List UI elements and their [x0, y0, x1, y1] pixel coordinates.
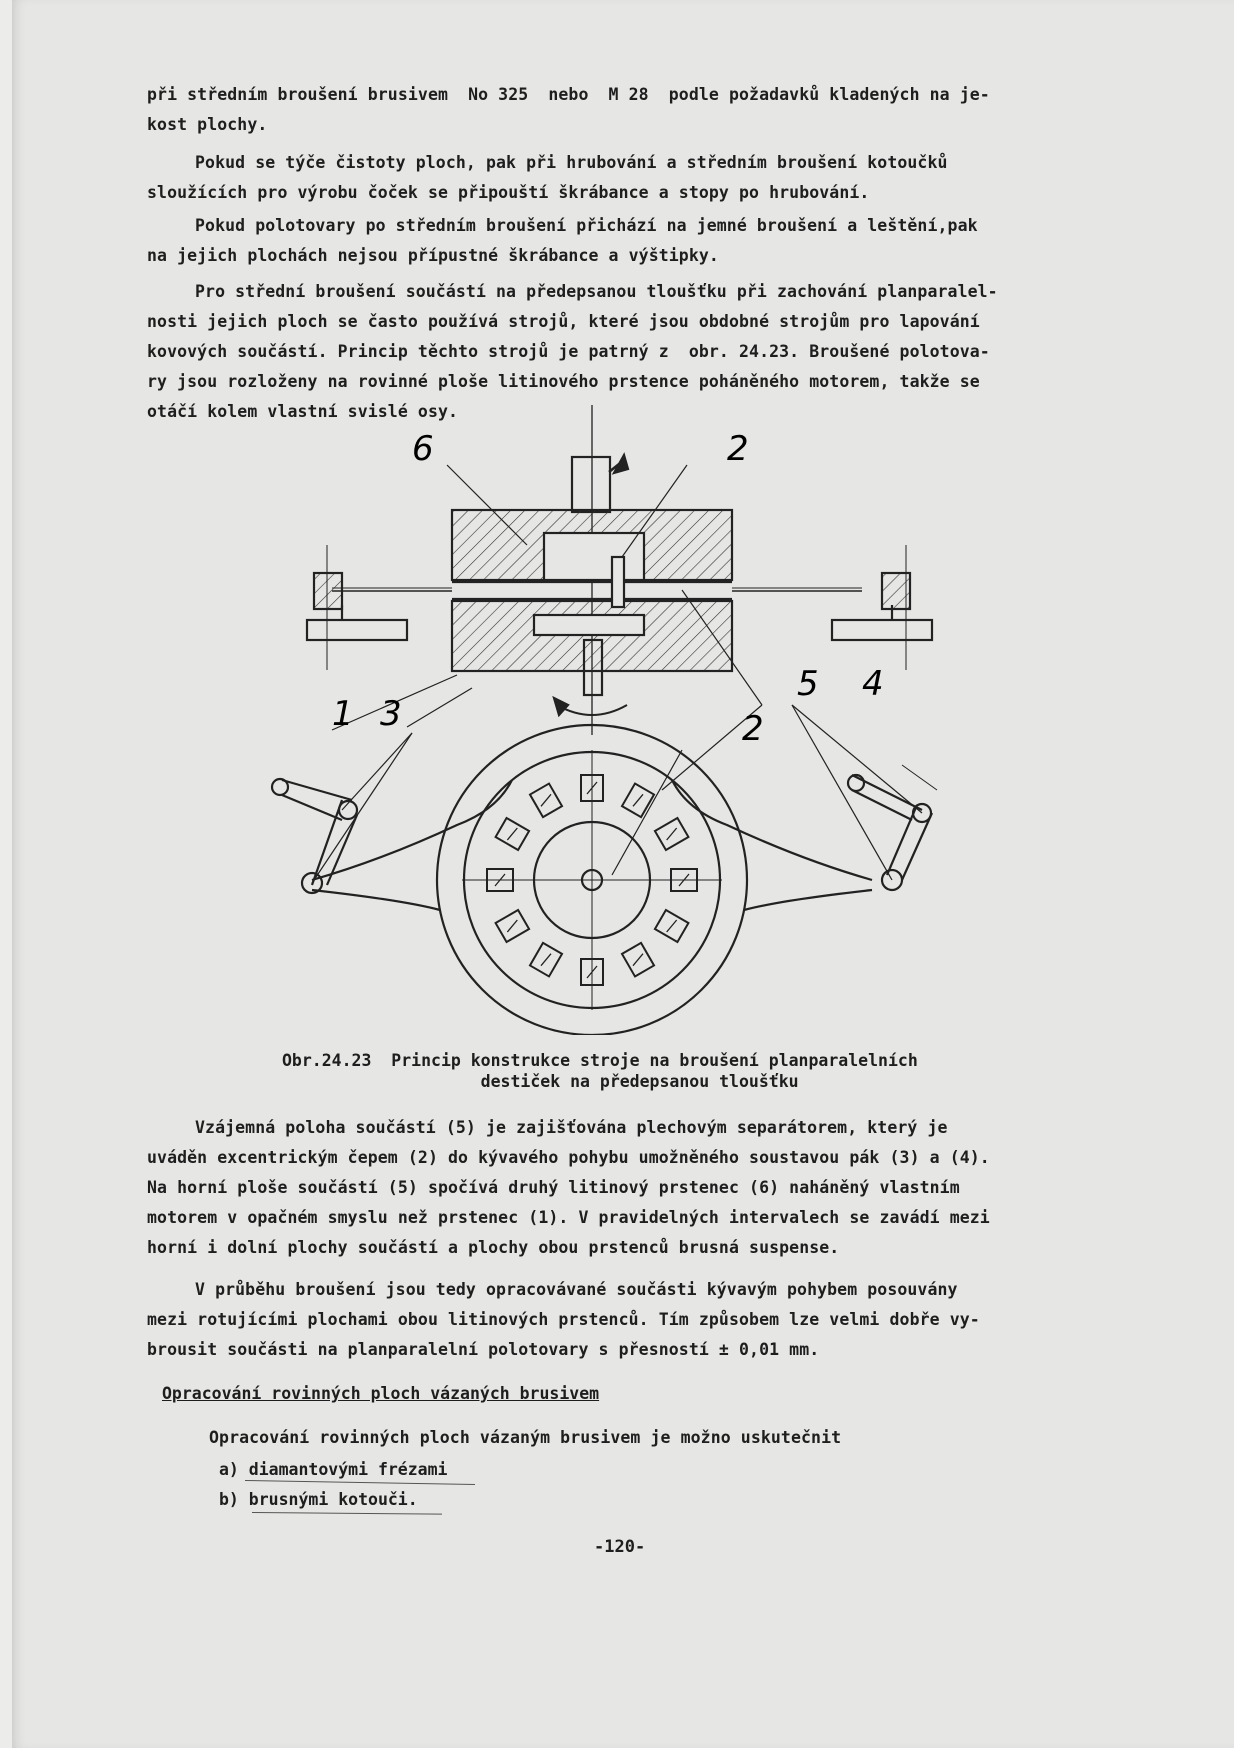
workpiece-hatch-3 — [667, 828, 677, 840]
workpiece-hatch-5 — [667, 920, 677, 932]
machine-diagram — [262, 405, 982, 1035]
label-4: 4 — [862, 664, 884, 704]
section-heading: Opracování rovinných ploch vázaných brusivem — [162, 1384, 600, 1403]
label-2-top: 2 — [727, 429, 749, 469]
label-6: 6 — [412, 429, 434, 469]
workpiece-hatch-12 — [541, 794, 551, 806]
workpiece-hatch-2 — [633, 794, 643, 806]
document-page — [12, 0, 1234, 1748]
list-item-a: a) diamantovými frézami — [219, 1460, 448, 1479]
workpiece-hatch-6 — [633, 954, 643, 966]
list-item-b: b) brusnými kotouči. — [219, 1490, 418, 1509]
paragraph-2: Pokud se týče čistoty ploch, pak při hrubování a středním broušení kotoučků sloužících pro výrobu čoček se připouští škrábance a stopy po hrubování. — [147, 153, 948, 202]
label-1: 1 — [332, 694, 354, 734]
figure-caption: Obr.24.23 Princip konstrukce stroje na broušení planparalelních destiček na předepsanou tloušťku — [282, 1051, 918, 1091]
paragraph-4: Pro střední broušení součástí na předepsanou tloušťku při zachování planparalel- nosti jejich ploch se často používá strojů, které jsou obdobné strojům pro lapování kovových součástí. Princip těchto strojů je patrný z obr. 24.23. Broušené polotova- ry jsou rozloženy na rovinné ploše litinového prstence poháněného motorem, takže se otáčí kolem vlastní svislé osy. — [147, 282, 998, 421]
page-number: -120- — [594, 1537, 646, 1557]
pencil-underline-b — [252, 1512, 442, 1515]
workpiece-hatch-8 — [541, 954, 551, 966]
label-5: 5 — [797, 664, 819, 704]
paragraph-6: V průběhu broušení jsou tedy opracovávané součásti kývavým pohybem posouvány mezi rotujícími plochami obou litinových prstenců. Tím způsobem lze velmi dobře vy- brousit součásti na planparalelní polotovary s přesností ± 0,01 mm. — [147, 1280, 980, 1359]
label-2-bottom: 2 — [742, 709, 764, 749]
workpiece-hatch-11 — [507, 828, 517, 840]
paragraph-5: Vzájemná poloha součástí (5) je zajišťována plechovým separátorem, který je uváděn excentrickým čepem (2) do kývavého pohybu umožněného soustavou pák (3) a (4). Na horní ploše součástí (5) spočívá druhý litinový prstenec (6) naháněný vlastním motorem v opačném smyslu než prstenec (1). V pravidelných intervalech se zavádí mezi horní i dolní plochy součástí a plochy obou prstenců brusná suspense. — [147, 1118, 990, 1257]
paragraph-1: při středním broušení brusivem No 325 nebo M 28 podle požadavků kladených na je- kost plochy. — [147, 85, 990, 134]
label-3: 3 — [380, 694, 402, 734]
paragraph-7: Opracování rovinných ploch vázaným brusivem je možno uskutečnit — [209, 1428, 842, 1447]
paragraph-3: Pokud polotovary po středním broušení přichází na jemné broušení a leštění,pak na jejich plochách nejsou přípustné škrábance a výštipky. — [147, 216, 978, 265]
workpiece-hatch-9 — [507, 920, 517, 932]
